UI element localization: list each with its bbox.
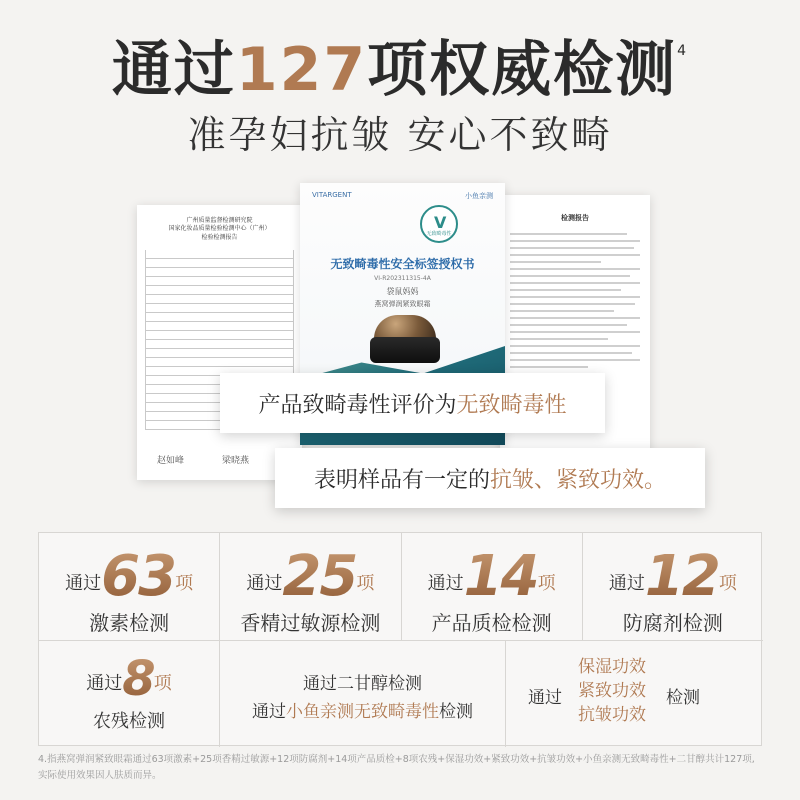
callout-2-text: 表明样品有一定的 [313,467,490,493]
callout-2-accent: 抗皱、紧致功效。 [490,467,667,493]
report-title-line-1: 广州质量监督检测研究院 [186,217,253,224]
efficacy-firming: 紧致功效 [578,681,646,701]
check-v-icon: V [434,213,447,232]
teratogenicity-callout [220,373,605,433]
signature-2: 梁晓燕 [222,456,250,466]
footnote-line-1: 4.指燕窝弹润紧致眼霜通过63项激素+25项香精过敏源+12项防腐剂+14项产品质检+8项农残+保湿功效+紧致功效+抗皱功效+小鱼亲测无致畸毒性+二甘醇共计127项, [38,754,755,765]
stat-unit: 项 [537,573,556,594]
title-footnote-marker: 4 [677,43,689,59]
teratogenicity-accent: 小鱼亲测无致畸毒性 [286,702,439,722]
report-right-title: 检测报告 [561,214,589,222]
teratogenicity-test-text: 通过小鱼亲测无致畸毒性检测 [252,702,473,722]
stat-diethylene-glycol-and-teratogenicity [220,641,506,747]
callout-1-accent: 无致畸毒性 [456,392,567,418]
efficacy-anti-wrinkle: 抗皱功效 [578,705,646,725]
report-title [137,217,302,242]
callout-1-text: 产品致畸毒性评价为 [258,392,457,418]
stat-unit: 项 [153,673,172,694]
certificate-title: 无致畸毒性安全标签授权书 [330,257,475,271]
stat-preservative [583,533,763,640]
stat-number: 63 [101,544,176,609]
title-prefix: 通过 [111,35,236,105]
efficacy-callout [275,448,705,508]
stat-label: 防腐剂检测 [622,611,723,635]
report-title-line-3: 检验检测报告 [201,233,238,241]
certificate-logos [300,183,505,201]
stat-hormone [39,533,220,640]
diethylene-glycol-text: 通过二甘醇检测 [303,674,422,694]
footnote [38,752,762,784]
efficacy-list [578,655,646,727]
stat-prefix: 通过 [427,573,464,594]
stat-number: 25 [282,544,357,609]
stat-prefix: 通过 [65,573,102,594]
page-title [0,35,800,105]
title-number: 127 [235,35,368,105]
signature-1: 赵如峰 [157,456,185,466]
stat-label: 激素检测 [89,611,170,635]
stat-unit: 项 [718,573,737,594]
stat-unit: 项 [175,573,194,594]
vitargent-logo: VITARGENT [312,191,352,199]
footnote-line-2: 实际使用效果因人肤质而异。 [38,770,162,781]
stat-number: 14 [463,544,538,609]
page-subtitle: 准孕妇抗皱 安心不致畸 [187,113,613,157]
efficacy-suffix: 检测 [666,688,700,708]
stat-fragrance-allergen [220,533,401,640]
inspection-report-document-left [137,205,302,480]
stats-row-1 [39,533,763,641]
stat-number: 8 [122,651,154,707]
efficacy-prefix: 通过 [528,688,562,708]
xiaoyu-logo: 小鱼亲测 [465,192,493,200]
efficacy-moisturizing: 保湿功效 [578,657,646,677]
stat-label: 香精过敏源检测 [240,611,381,635]
title-suffix: 项权威检测 [367,35,678,105]
stat-prefix: 通过 [608,573,645,594]
stat-pesticide [39,641,220,747]
certificate-product: 燕窝弹润紧致眼霜 [374,300,431,308]
certificate-number: VI-R202311315-4A [374,275,431,282]
stat-prefix: 通过 [246,573,283,594]
report-body-text [500,233,650,368]
no-teratogenicity-badge-icon [420,205,458,243]
stat-number: 12 [644,544,719,609]
eye-cream-jar-image [370,315,440,363]
stat-efficacy-tests [506,641,763,747]
stats-row-2 [39,641,763,747]
stat-label: 农残检测 [93,711,165,732]
stat-label: 产品质检检测 [431,611,552,635]
badge-label: 无致畸毒性 [426,231,452,237]
test-stats-grid [38,532,762,746]
stat-unit: 项 [356,573,375,594]
stat-quality [402,533,583,640]
report-title-line-2: 国家化妆品质量检验检测中心（广州） [168,225,271,233]
stat-prefix: 通过 [86,673,123,694]
certificate-brand: 袋鼠妈妈 [386,287,419,296]
